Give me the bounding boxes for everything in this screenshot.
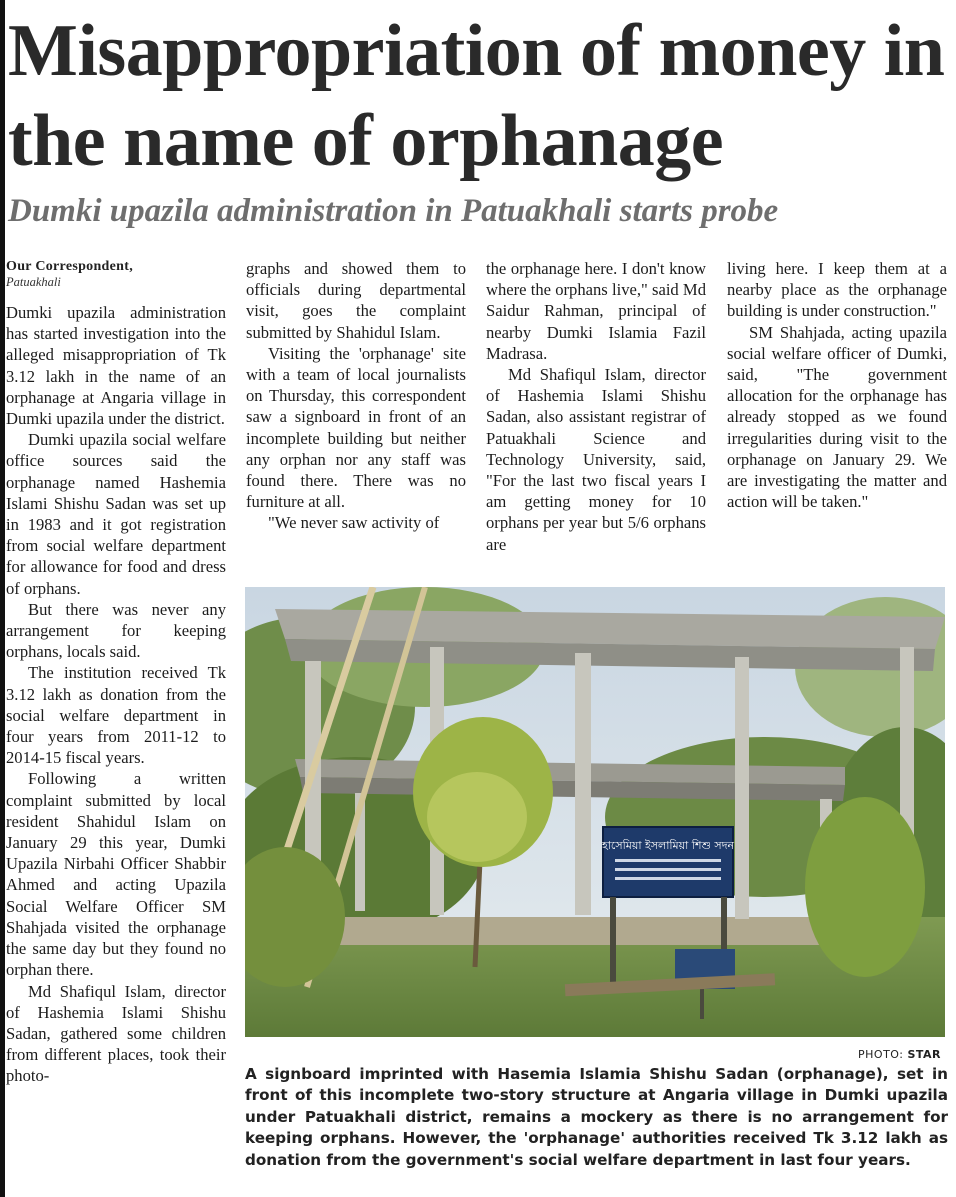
paragraph: Visiting the 'orphanage' site with a team of local journalists on Thursday, this correspondent saw a signboard in front of an incomplete building but neither any orphan nor any staff was found there. There was no furniture at all. xyxy=(246,343,466,512)
article-column-1 xyxy=(6,258,226,1087)
paragraph: Md Shafiqul Islam, director of Hashemia Islami Shishu Sadan, gathered some children from different places, took their photo- xyxy=(6,981,226,1086)
article-column-2 xyxy=(246,258,466,534)
paragraph: graphs and showed them to officials during departmental visit, goes the complaint submitted by Shahidul Islam. xyxy=(246,259,466,342)
photo-credit-label: PHOTO: xyxy=(858,1048,904,1061)
paragraph: SM Shahjada, acting upazila social welfare officer of Dumki, said, "The government allocation for the orphanage has already stopped as we found irregularities during visit to the orphanage on January 29. We are investigating the matter and action will be taken." xyxy=(727,322,947,512)
dateline: Patuakhali xyxy=(6,275,61,289)
paragraph: The institution received Tk 3.12 lakh as donation from the social welfare department in four years from 2011-12 to 2014-15 fiscal years. xyxy=(6,663,226,768)
paragraph: But there was never any arrangement for keeping orphans, locals said. xyxy=(6,599,226,662)
subheadline: Dumki upazila administration in Patuakhali starts probe xyxy=(8,193,779,229)
paragraph: Dumki upazila social welfare office sources said the orphanage named Hashemia Islami Shishu Sadan was set up in 1983 and it got registration from social welfare department for allowance for food and dress of orphans. xyxy=(6,430,226,598)
news-photo xyxy=(245,587,945,1037)
photo-credit-source: STAR xyxy=(907,1048,942,1061)
paragraph: "We never saw activity of xyxy=(268,513,440,533)
left-column-rule xyxy=(0,0,5,1197)
paragraph: Following a written complaint submitted by local resident Shahidul Islam on January 29 this year, Dumki Upazila Nirbahi Officer Shabbir Ahmed and acting Upazila Social Welfare Officer SM Shahjada visited the orphanage the same day but they found no orphan there. xyxy=(6,769,226,980)
paragraph: living here. I keep them at a nearby place as the orphanage building is under construction." xyxy=(727,259,947,321)
paragraph: Md Shafiqul Islam, director of Hashemia Islami Shishu Sadan, also assistant registrar of Patuakhali Science and Technology University, said, "For the last two fiscal years I am getting money for 10 orphans per year but 5/6 orphans are xyxy=(486,365,706,554)
photo-credit xyxy=(858,1048,941,1061)
paragraph: the orphanage here. I don't know where the orphans live," said Md Saidur Rahman, principal of nearby Dumki Islamia Fazil Madrasa. xyxy=(486,259,706,363)
signboard-text: হাসেমিয়া ইসলামিয়া শিশু সদন xyxy=(601,839,735,852)
article-column-4 xyxy=(727,258,947,512)
photo-caption: A signboard imprinted with Hasemia Islamia Shishu Sadan (orphanage), set in front of this incomplete two-story structure at Angaria village in Dumki upazila under Patuakhali district, remains a mockery as there is no arrangement for keeping orphans. However, the 'orphanage' authorities received Tk 3.12 lakh as donation from the government's social welfare department in last four years. xyxy=(245,1065,948,1169)
headline: Misappropriation of money in the name of orphanage xyxy=(8,10,945,182)
paragraph: Dumki upazila administration has started investigation into the alleged misappropriation of Tk 3.12 lakh in the name of an orphanage at Angaria village in Dumki upazila under the district. xyxy=(6,303,226,429)
byline: Our Correspondent, xyxy=(6,259,134,274)
article-column-3 xyxy=(486,258,706,555)
